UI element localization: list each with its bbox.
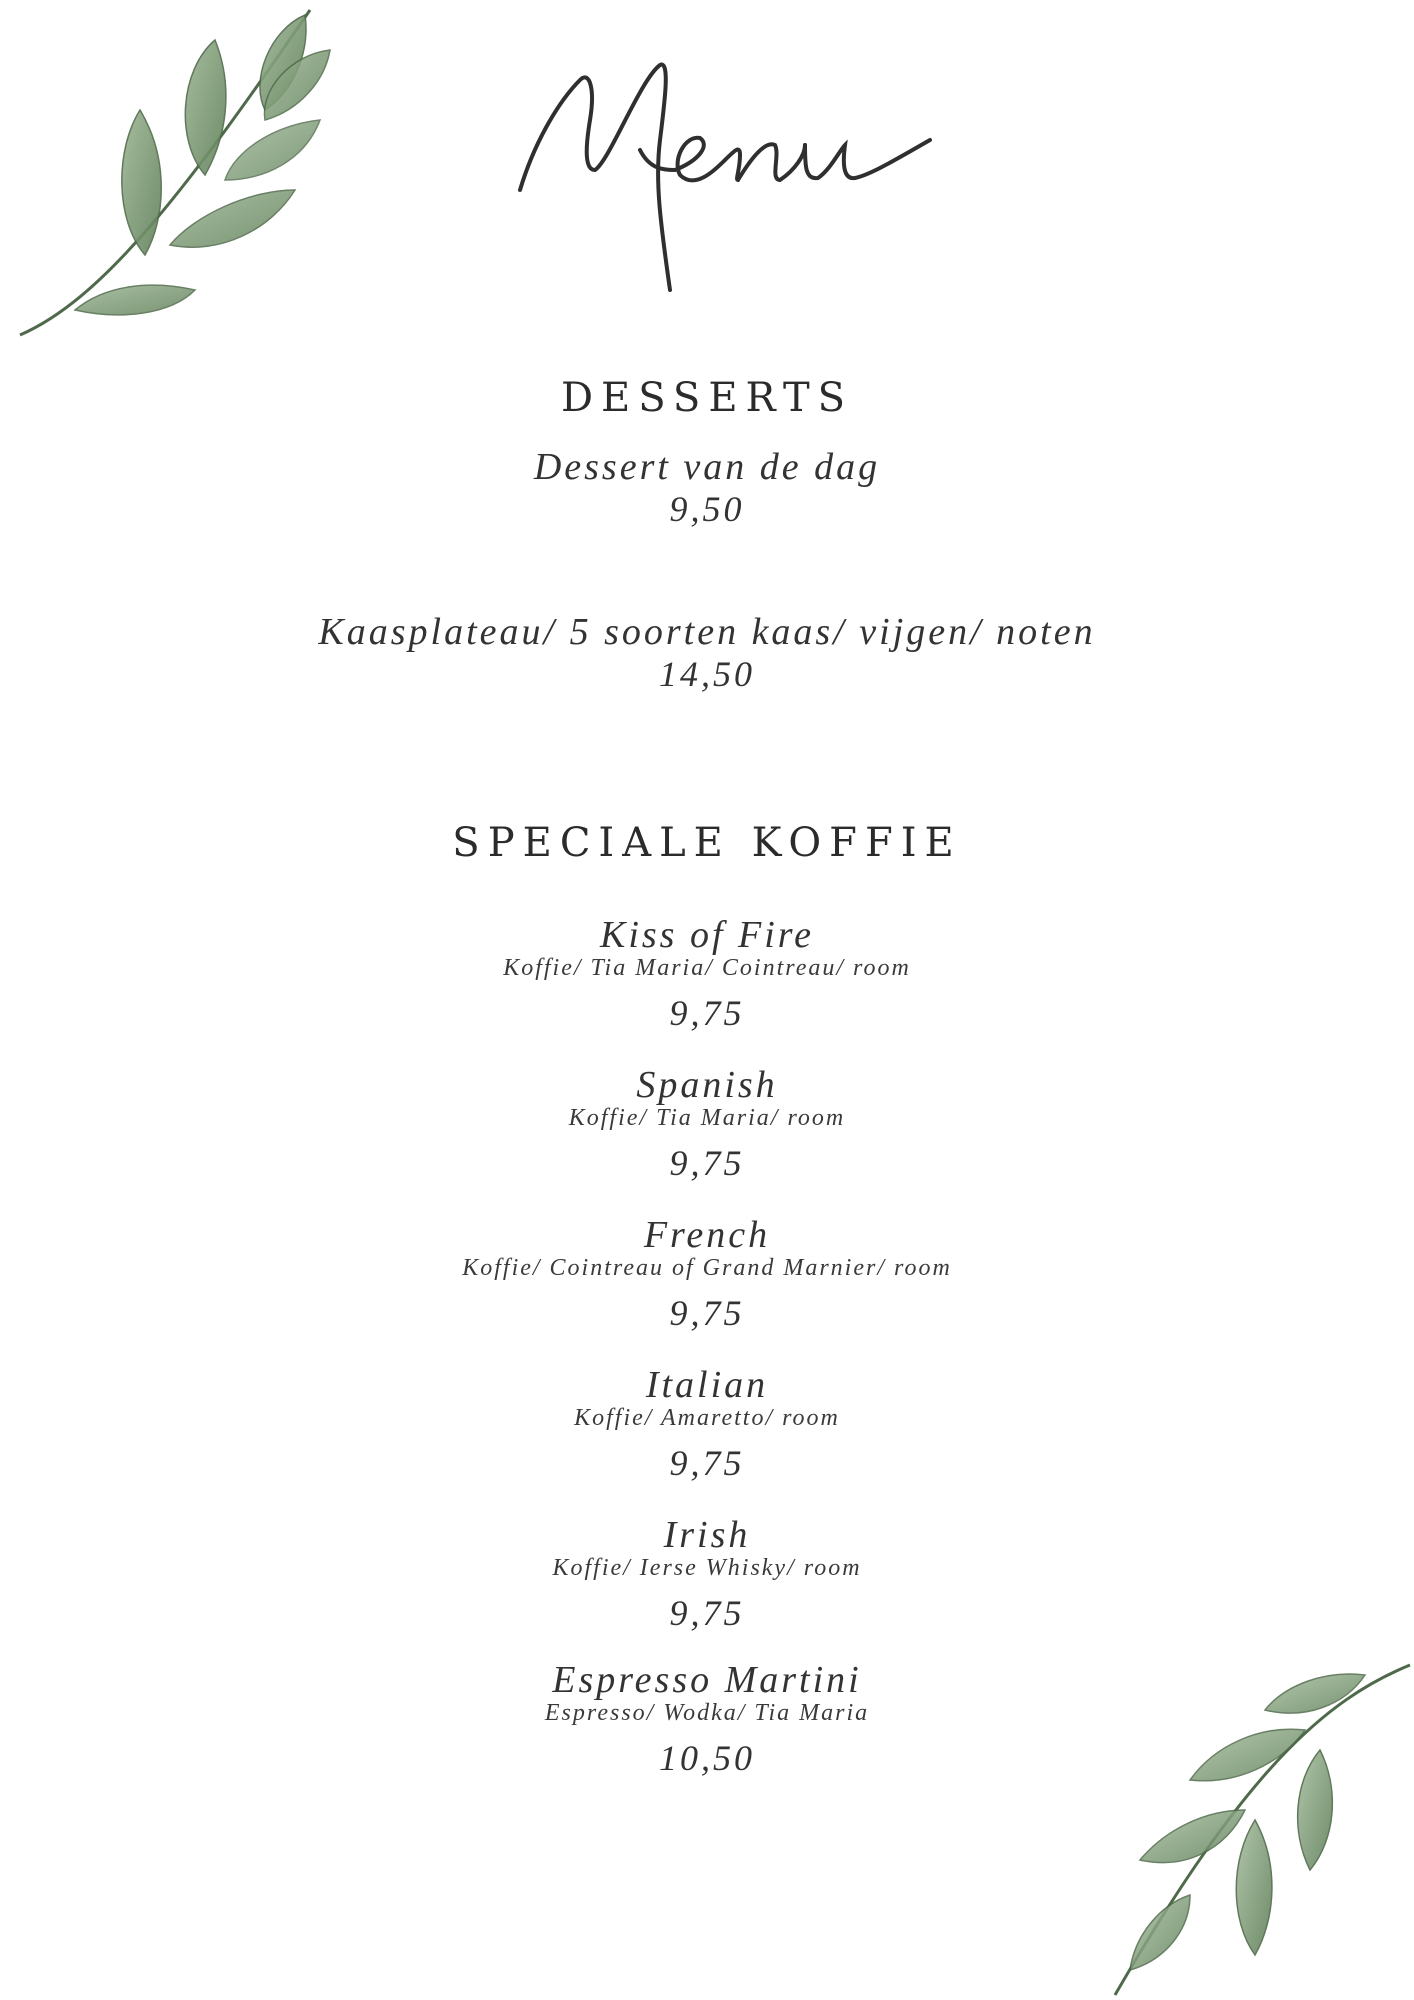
- koffie-item-price: 9,75: [669, 993, 745, 1033]
- koffie-item-name: Kiss of Fire: [599, 914, 815, 956]
- desserts-section: [0, 375, 1414, 421]
- section-heading-desserts: DESSERTS: [560, 375, 854, 421]
- koffie-item-price: 9,75: [669, 1593, 745, 1633]
- koffie-item: [0, 1065, 1414, 1183]
- koffie-item-desc: Koffie/ Cointreau of Grand Marnier/ room: [462, 1255, 952, 1281]
- koffie-item-desc: Espresso/ Wodka/ Tia Maria: [544, 1700, 870, 1726]
- dessert-item-price: 9,50: [669, 489, 745, 529]
- koffie-item-desc: Koffie/ Tia Maria/ Cointreau/ room: [503, 955, 911, 981]
- dessert-item-name: Kaasplateau/ 5 soorten kaas/ vijgen/ noten: [318, 611, 1096, 653]
- koffie-item-price: 9,75: [669, 1143, 745, 1183]
- menu-title: [500, 20, 950, 310]
- koffie-item-desc: Koffie/ Ierse Whisky/ room: [552, 1555, 862, 1581]
- koffie-item-price: 9,75: [669, 1443, 745, 1483]
- leaf-branch-icon: [10, 0, 340, 345]
- dessert-item-name: Dessert van de dag: [533, 446, 881, 488]
- dessert-item-price: 14,50: [659, 654, 755, 694]
- koffie-item-name: French: [643, 1214, 771, 1256]
- koffie-item: [0, 1515, 1414, 1633]
- koffie-item: [0, 915, 1414, 1033]
- koffie-item-price: 9,75: [669, 1293, 745, 1333]
- koffie-item-name: Irish: [663, 1514, 751, 1556]
- koffie-item: [0, 1215, 1414, 1333]
- leaf-branch-icon: [1095, 1640, 1414, 2000]
- koffie-item: [0, 1365, 1414, 1483]
- koffie-item-price: 10,50: [659, 1738, 755, 1778]
- koffie-item-desc: Koffie/ Tia Maria/ room: [568, 1105, 846, 1131]
- koffie-section: [0, 820, 1414, 866]
- koffie-item-name: Spanish: [636, 1064, 778, 1106]
- dessert-item: [0, 445, 1414, 529]
- dessert-item: [0, 610, 1414, 694]
- koffie-item-name: Espresso Martini: [552, 1659, 862, 1701]
- koffie-item-desc: Koffie/ Amaretto/ room: [574, 1405, 840, 1431]
- menu-title-text: [950, 20, 951, 21]
- menu-title-script: [500, 20, 950, 310]
- koffie-item-name: Italian: [645, 1364, 769, 1406]
- section-heading-speciale-koffie: SPECIALE KOFFIE: [452, 820, 962, 866]
